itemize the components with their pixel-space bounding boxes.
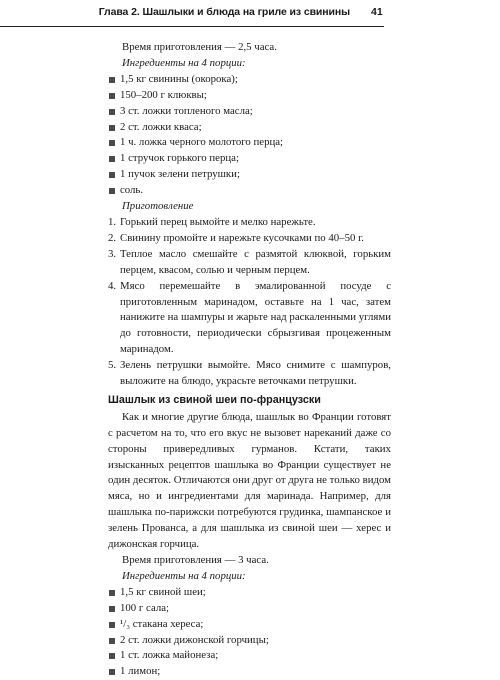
ingredient-item [108, 104, 391, 120]
square-bullet-icon [109, 590, 115, 596]
ingredient-item [108, 135, 391, 151]
recipe1-method-title: Приготовление [122, 200, 194, 213]
running-header [0, 0, 384, 27]
ingredient-text: 100 г сала; [120, 601, 170, 614]
step-number: 3. [108, 247, 117, 260]
ingredient-text: 1 ст. ложка майонеза; [120, 649, 219, 662]
recipe2-ingredients-title: Ингредиенты на 4 порции: [122, 569, 246, 582]
ingredient-item [108, 72, 391, 88]
recipe2-ingredient-list [108, 585, 391, 680]
square-bullet-icon [109, 125, 115, 131]
ingredient-item [108, 633, 391, 649]
ingredient-text: 1 пучок зелени петрушки; [120, 168, 240, 181]
square-bullet-icon [109, 172, 115, 178]
square-bullet-icon [109, 669, 115, 675]
recipe1-steps-list [108, 215, 391, 390]
ingredient-item [108, 617, 391, 633]
square-bullet-icon [109, 622, 115, 628]
ingredient-item [108, 151, 391, 167]
recipe1-ingredients-title: Ингредиенты на 4 порции: [122, 56, 246, 69]
square-bullet-icon [109, 140, 115, 146]
step-number: 5. [108, 359, 117, 372]
ingredient-text: 1 лимон; [120, 665, 161, 678]
ingredient-item [108, 585, 391, 601]
square-bullet-icon [109, 77, 115, 83]
step-text: Свинину промойте и нарежьте кусочками по 40–50 г. [120, 231, 365, 244]
ingredient-item [108, 167, 391, 183]
step-item [108, 279, 391, 359]
step-number: 2. [108, 231, 117, 244]
page-content [108, 40, 391, 680]
ingredient-text: 1 стручок горького перца; [120, 152, 239, 165]
ingredient-text: 1,5 кг свинины (окорока); [120, 72, 238, 85]
ingredient-item [108, 648, 391, 664]
recipe1-time: Время приготовления — 2,5 часа. [122, 41, 277, 53]
step-number: 4. [108, 279, 117, 292]
ingredient-item [108, 183, 391, 199]
ingredient-text: 2 ст. ложки кваса; [120, 120, 202, 133]
square-bullet-icon [109, 638, 115, 644]
square-bullet-icon [109, 606, 115, 612]
step-item [108, 247, 391, 279]
step-item [108, 215, 391, 231]
recipe1-ingredient-list [108, 72, 391, 199]
recipe2-intro: Как и многие другие блюда, шашлык во Франции готовят с расчетом на то, что его вкус не вызовет нареканий даже со стороны привередливых гурманов. Кстати, таких изысканных рецептов шашлыка во Франции существует не один десяток. Отличаются они друг от друга не только видом мяса, но и ингредиентами для маринада. Например, для шашлыка по-парижски потребуются грудинка, шампанское и зелень Прованса, а для шашлыка из свиной шеи — херес и дижонская горчица. [108, 410, 391, 551]
chapter-title: Глава 2. Шашлыки и блюда на гриле из свинины [98, 6, 350, 18]
step-text: Горький перец вымойте и мелко нарежьте. [120, 215, 316, 228]
square-bullet-icon [109, 653, 115, 659]
step-item [108, 358, 391, 390]
square-bullet-icon [109, 156, 115, 162]
square-bullet-icon [109, 109, 115, 115]
ingredient-item [108, 664, 391, 680]
square-bullet-icon [109, 188, 115, 194]
recipe2-heading: Шашлык из свиной шеи по-французски [108, 393, 321, 406]
ingredient-text: 3 ст. ложки топленого масла; [120, 104, 253, 117]
recipe2-time: Время приготовления — 3 часа. [122, 554, 269, 566]
step-item [108, 231, 391, 247]
ingredient-text: соль. [120, 184, 144, 197]
ingredient-text: 1 ч. ложка черного молотого перца; [120, 136, 284, 149]
ingredient-text: ¹/₃ стакана хереса; [120, 617, 204, 630]
ingredient-item [108, 88, 391, 104]
square-bullet-icon [109, 93, 115, 99]
ingredient-text: 1,5 кг свиной шеи; [120, 585, 206, 598]
ingredient-text: 150–200 г клюквы; [120, 88, 207, 101]
step-text: Зелень петрушки вымойте. Мясо снимите с шампуров, выложите на блюдо, украсьте веточками петрушки. [120, 359, 391, 388]
step-number: 1. [108, 215, 117, 228]
ingredient-item [108, 601, 391, 617]
ingredient-text: 2 ст. ложки дижонской горчицы; [120, 633, 269, 646]
ingredient-item [108, 120, 391, 136]
step-text: Мясо перемешайте в эмалированной посуде с приготовленным маринадом, оставьте на 1 час, затем нанижите на шампуры и жарьте над раскаленными углями до готовности, периодически сбрызгивая процеженным маринадом. [120, 279, 391, 356]
page-number: 41 [371, 6, 383, 18]
step-text: Теплое масло смешайте с размятой клюквой, горьким перцем, квасом, солью и черным перцем. [120, 247, 391, 276]
